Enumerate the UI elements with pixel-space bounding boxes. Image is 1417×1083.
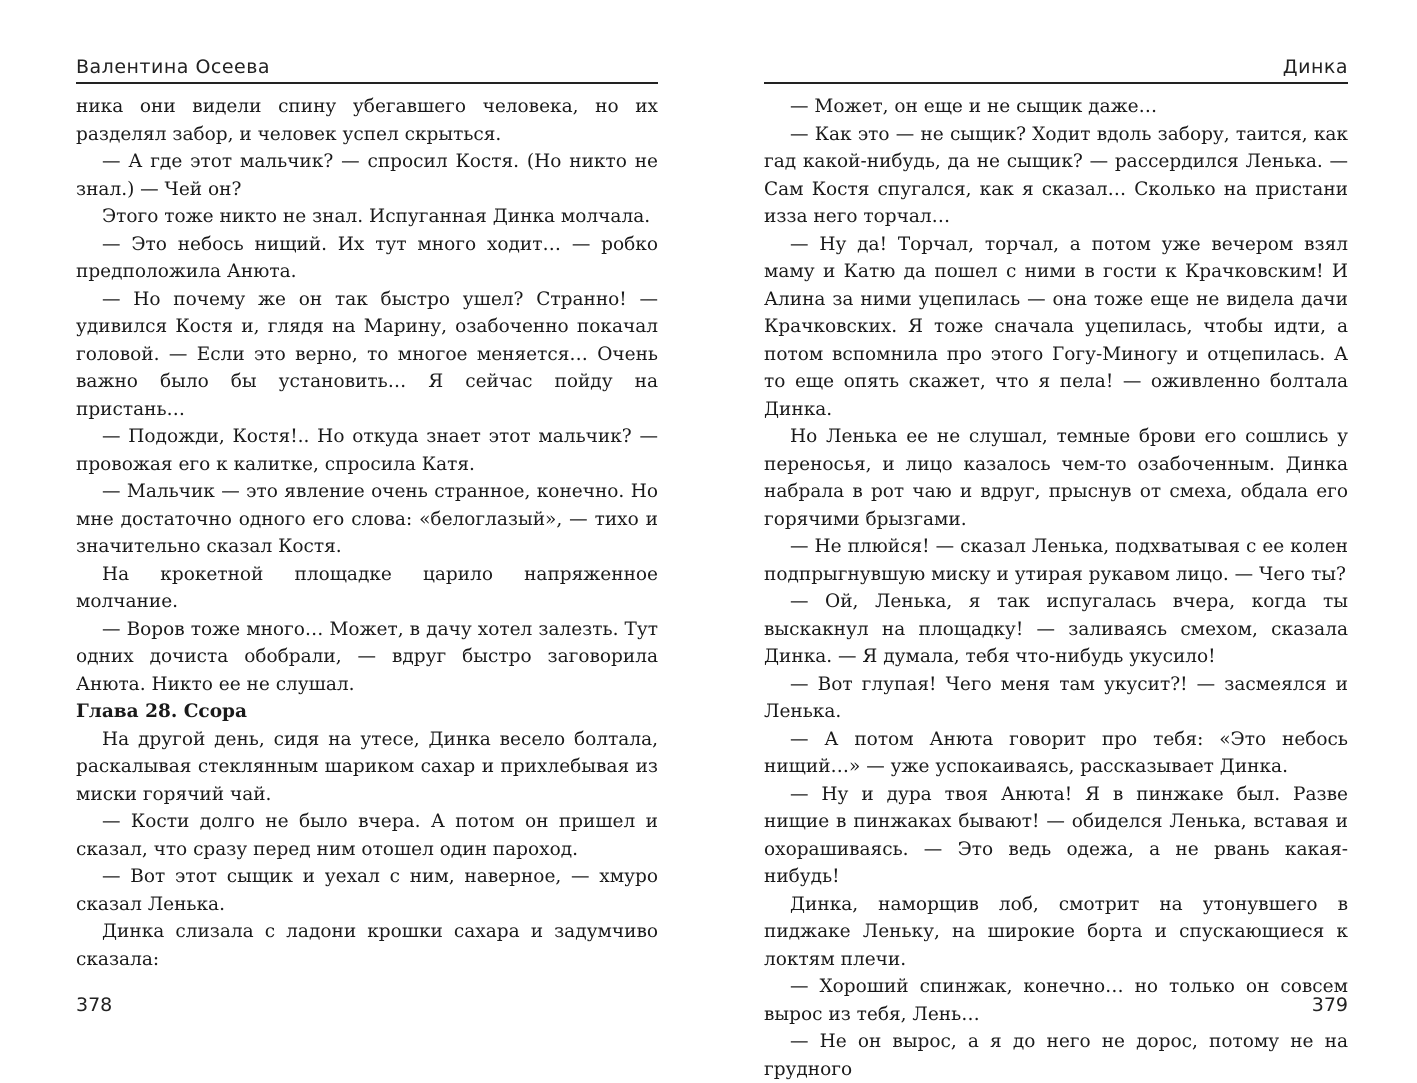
- paragraph: Этого тоже никто не знал. Испуганная Динка молчала.: [102, 206, 651, 227]
- right-page: [764, 0, 1348, 1080]
- right-page-body: [764, 93, 1348, 1083]
- paragraph: — Это небось нищий. Их тут много ходит… — робко предположила Анюта.: [76, 233, 658, 282]
- paragraph: — А потом Анюта говорит про тебя: «Это небось нищий…» — уже успокаиваясь, рассказывает Динка.: [764, 728, 1348, 777]
- chapter-title: Глава 28. Ссора: [76, 701, 247, 722]
- paragraph: ника они видели спину убегавшего человека, но их разделял забор, и человек успел скрыться.: [76, 96, 658, 145]
- paragraph: На другой день, сидя на утесе, Динка весело болтала, раскалывая стеклянным шариком сахар и прихлебывая из миски горячий чай.: [76, 728, 658, 805]
- paragraph: — Как это — не сыщик? Ходит вдоль забору, таится, как гад какой-нибудь, да не сыщик? — рассердился Ленька. — Сам Костя спугался, как я сказал… Сколько на пристани изза него торчал…: [764, 123, 1348, 227]
- paragraph: — Хороший спинжак, конечно… но только он совсем вырос из тебя, Лень…: [764, 976, 1348, 1025]
- header-rule: [764, 82, 1348, 84]
- paragraph: — Кости долго не было вчера. А потом он пришел и сказал, что сразу перед ним отошел один пароход.: [76, 811, 658, 860]
- paragraph: Динка, наморщив лоб, смотрит на утонувшего в пиджаке Леньку, на широкие борта и спускающиеся к локтям плечи.: [764, 893, 1348, 970]
- page-number-left: 378: [76, 994, 113, 1016]
- paragraph: Но Ленька ее не слушал, темные брови его сошлись у переносья, и лицо казалось чем-то озабоченным. Динка набрала в рот чаю и вдруг, прыснув от смеха, обдала его горячими брызгами.: [764, 426, 1348, 530]
- paragraph: — Вот этот сыщик и уехал с ним, наверное, — хмуро сказал Ленька.: [76, 866, 658, 915]
- paragraph: — Ну и дура твоя Анюта! Я в пинжаке был. Разве нищие в пинжаках бывают! — обиделся Ленька, вставая и охорашиваясь. — Это ведь одежа, а не рвань какая-нибудь!: [764, 783, 1348, 887]
- left-page-body: [76, 93, 658, 973]
- paragraph: Динка слизала с ладони крошки сахара и задумчиво сказала:: [76, 921, 658, 970]
- paragraph: — Не он вырос, а я до него не дорос, потому не на грудного: [764, 1031, 1348, 1080]
- paragraph: На крокетной площадке царило напряженное молчание.: [76, 563, 658, 612]
- paragraph: — Но почему же он так быстро ушел? Странно! — удивился Костя и, глядя на Марину, озабоченно покачал головой. — Если это верно, то многое меняется… Очень важно было бы установить… Я сейчас пойду на пристань…: [76, 288, 658, 420]
- header-rule: [76, 82, 658, 84]
- page-number-right: 379: [1311, 994, 1348, 1016]
- paragraph: — А где этот мальчик? — спросил Костя. (Но никто не знал.) — Чей он?: [76, 151, 658, 200]
- left-page: [76, 0, 658, 1080]
- paragraph: — Подожди, Костя!.. Но откуда знает этот мальчик? — провожая его к калитке, спросила Катя.: [76, 426, 658, 475]
- paragraph: — Воров тоже много… Может, в дачу хотел залезть. Тут одних дочиста обобрали, — вдруг быстро заговорила Анюта. Никто ее не слушал.: [76, 618, 658, 695]
- paragraph: — Ну да! Торчал, торчал, а потом уже вечером взял маму и Катю да пошел с ними в гости к Крачковским! И Алина за ними уцепилась — она тоже еще не видела дачи Крачковских. Я тоже сначала уцепилась, чтобы идти, а потом вспомнила про этого Гогу-Миногу и отцепилась. А то еще опять скажет, что я пела! — оживленно болтала Динка.: [764, 233, 1348, 420]
- paragraph: — Ой, Ленька, я так испугалась вчера, когда ты выскакнул на площадку! — заливаясь смехом, сказала Динка. — Я думала, тебя что-нибудь укусило!: [764, 591, 1348, 667]
- paragraph: — Вот глупая! Чего меня там укусит?! — засмеялся и Ленька.: [764, 673, 1348, 722]
- paragraph: — Может, он еще и не сыщик даже…: [790, 96, 1158, 117]
- running-head-author: Валентина Осеева: [76, 56, 271, 78]
- running-head-title: Динка: [1282, 56, 1348, 78]
- paragraph: — Мальчик — это явление очень странное, конечно. Но мне достаточно одного его слова: «белоглазый», — тихо и значительно сказал Костя.: [76, 481, 658, 557]
- paragraph: — Не плюйся! — сказал Ленька, подхватывая с ее колен подпрыгнувшую миску и утирая рукавом лицо. — Чего ты?: [764, 536, 1348, 585]
